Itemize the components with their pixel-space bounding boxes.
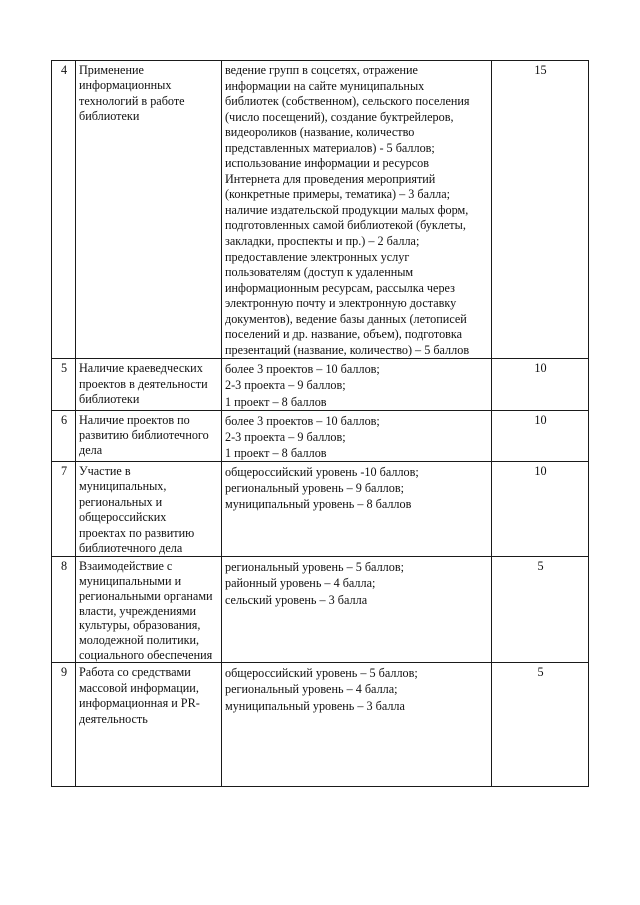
row-number: 7 bbox=[52, 461, 76, 556]
criterion-cell: Применение информационных технологий в работе библиотеки bbox=[76, 61, 222, 359]
table-row bbox=[52, 410, 589, 461]
description-cell: общероссийский уровень -10 баллов; региональный уровень – 9 баллов; муниципальный уровень – 8 баллов bbox=[222, 461, 492, 556]
description-cell: ведение групп в соцсетях, отражение информации на сайте муниципальных библиотек (собственном), сельского поселения (число посещений), создание буктрейлеров, видеороликов (название, количество представленных материалов) - 5 баллов; использование информации и ресурсов Интернета для проведения мероприятий (конкретные примеры, тематика) – 3 балла; наличие издательской продукции малых форм, подготовленных самой библиотекой (буклеты, закладки, проспекты и пр.) – 2 балла; предоставление электронных услуг пользователям (доступ к удаленным информационным ресурсам, рассылка через электронную почту и электронную доставку документов), ведение базы данных (летописей поселений и др. название, объем), подготовка презентаций (название, количество) – 5 баллов bbox=[222, 61, 492, 359]
max-score-cell: 10 bbox=[492, 461, 589, 556]
criterion-cell: Работа со средствами массовой информации, информационная и PR- деятельность bbox=[76, 663, 222, 787]
criterion-cell: Участие в муниципальных, региональных и общероссийских проектах по развитию библиотечного дела bbox=[76, 461, 222, 556]
row-number: 4 bbox=[52, 61, 76, 359]
max-score-cell: 15 bbox=[492, 61, 589, 359]
criteria-table bbox=[51, 60, 589, 787]
table-row bbox=[52, 461, 589, 556]
table-row bbox=[52, 359, 589, 410]
row-number: 9 bbox=[52, 663, 76, 787]
table-row bbox=[52, 61, 589, 359]
max-score-cell: 5 bbox=[492, 557, 589, 663]
description-cell: более 3 проектов – 10 баллов; 2-3 проекта – 9 баллов; 1 проект – 8 баллов bbox=[222, 410, 492, 461]
row-number: 8 bbox=[52, 557, 76, 663]
description-cell: общероссийский уровень – 5 баллов; региональный уровень – 4 балла; муниципальный уровень – 3 балла bbox=[222, 663, 492, 787]
row-number: 6 bbox=[52, 410, 76, 461]
max-score-cell: 10 bbox=[492, 410, 589, 461]
table-row bbox=[52, 663, 589, 787]
row-number: 5 bbox=[52, 359, 76, 410]
description-cell: более 3 проектов – 10 баллов; 2-3 проекта – 9 баллов; 1 проект – 8 баллов bbox=[222, 359, 492, 410]
criterion-cell: Наличие краеведческих проектов в деятельности библиотеки bbox=[76, 359, 222, 410]
table-row bbox=[52, 557, 589, 663]
criterion-cell: Наличие проектов по развитию библиотечного дела bbox=[76, 410, 222, 461]
description-cell: региональный уровень – 5 баллов; районный уровень – 4 балла; сельский уровень – 3 балла bbox=[222, 557, 492, 663]
max-score-cell: 5 bbox=[492, 663, 589, 787]
max-score-cell: 10 bbox=[492, 359, 589, 410]
criterion-cell: Взаимодействие с муниципальными и региональными органами власти, учреждениями культуры, образования, молодежной политики, социального обеспечения bbox=[76, 557, 222, 663]
